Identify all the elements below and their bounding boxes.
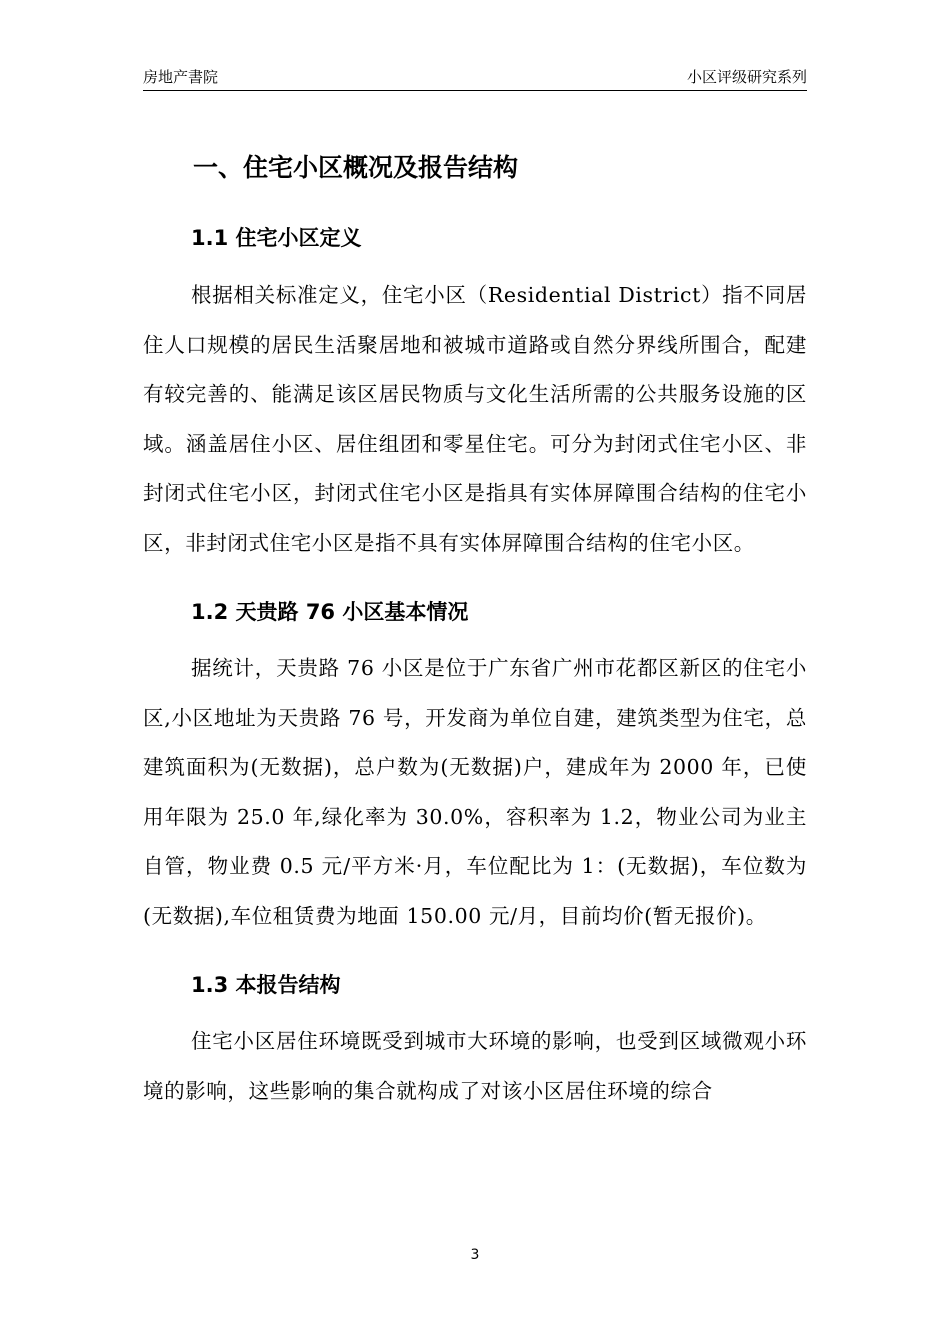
page-number: 3: [470, 1247, 480, 1263]
section-paragraph-1-2: 据统计，天贵路 76 小区是位于广东省广州市花都区新区的住宅小区,小区地址为天贵路 76 号，开发商为单位自建，建筑类型为住宅，总建筑面积为(无数据)，总户数为(无数据)户，建成年为 2000 年，已使用年限为 25.0 年,绿化率为 30.0%，容积率为 1.2，物业公司为业主自管，物业费 0.5 元/平方米·月，车位配比为 1：(无数据)，车位数为(无数据),车位租赁费为地面 150.00 元/月，目前均价(暂无报价)。: [143, 656, 807, 928]
section-heading-1-2: 1.2 天贵路 76 小区基本情况: [191, 600, 469, 624]
section-paragraph-1-3: 住宅小区居住环境既受到城市大环境的影响，也受到区域微观小环境的影响，这些影响的集合就构成了对该小区居住环境的综合: [143, 1029, 807, 1103]
section-heading-1-1: 1.1 住宅小区定义: [191, 226, 362, 250]
page-content: [143, 140, 807, 1116]
section-paragraph-1-1: 根据相关标准定义，住宅小区（Residential District）指不同居住人口规模的居民生活聚居地和被城市道路或自然分界线所围合，配建有较完善的、能满足该区居民物质与文化生活所需的公共服务设施的区域。涵盖居住小区、居住组团和零星住宅。可分为封闭式住宅小区、非封闭式住宅小区，封闭式住宅小区是指具有实体屏障围合结构的住宅小区，非封闭式住宅小区是指不具有实体屏障围合结构的住宅小区。: [143, 283, 807, 555]
chapter-title: 一、住宅小区概况及报告结构: [193, 153, 519, 182]
page-header: [143, 66, 807, 91]
section-heading-1-3: 1.3 本报告结构: [191, 973, 341, 997]
header-publisher: 房地产書院: [143, 68, 219, 86]
header-series-title: 小区评级研究系列: [686, 68, 807, 86]
